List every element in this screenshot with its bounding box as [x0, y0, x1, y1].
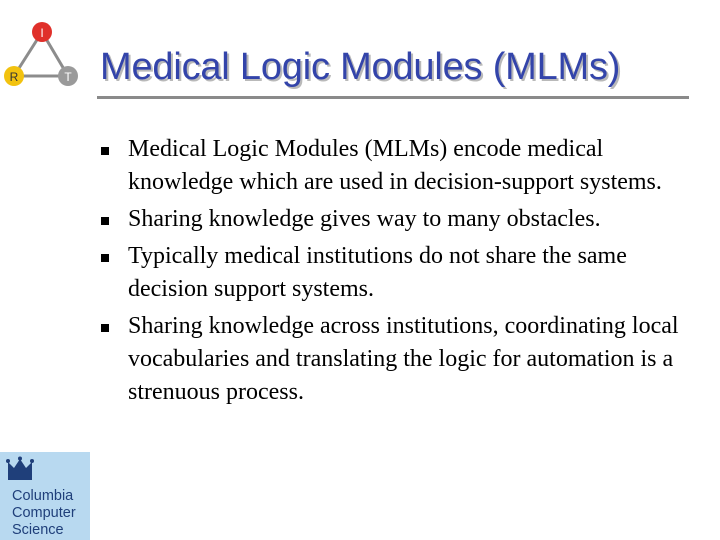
title-underline: [97, 96, 689, 99]
bullet-text: Medical Logic Modules (MLMs) encode medical knowledge which are used in decision-support systems.: [128, 136, 662, 195]
bullet-item: [100, 133, 700, 199]
institution-line: Science: [12, 522, 64, 538]
crown-icon: [4, 456, 36, 484]
logo-label-top: I: [40, 26, 44, 40]
bullet-item: [100, 240, 700, 306]
slide-title: Medical Logic Modules (MLMs): [100, 46, 621, 88]
square-bullet-icon: [101, 254, 109, 262]
logo-label-right: T: [64, 70, 72, 84]
bullet-list: [100, 133, 700, 413]
columbia-logo-panel: [0, 452, 90, 540]
institution-line: Computer: [12, 505, 76, 521]
bullet-text: Typically medical institutions do not share the same decision support systems.: [128, 243, 627, 302]
logo-label-left: R: [9, 70, 19, 84]
square-bullet-icon: [101, 147, 109, 155]
bullet-item: [100, 310, 700, 409]
institution-line: Columbia: [12, 488, 74, 504]
square-bullet-icon: [101, 217, 109, 225]
square-bullet-icon: [101, 324, 109, 332]
bullet-item: [100, 203, 700, 236]
bullet-text: Sharing knowledge across institutions, coordinating local vocabularies and translating the logic for automation is a strenuous process.: [128, 313, 679, 405]
irt-logo: [0, 14, 86, 94]
institution-name: [12, 488, 76, 539]
bullet-text: Sharing knowledge gives way to many obstacles.: [128, 206, 601, 232]
